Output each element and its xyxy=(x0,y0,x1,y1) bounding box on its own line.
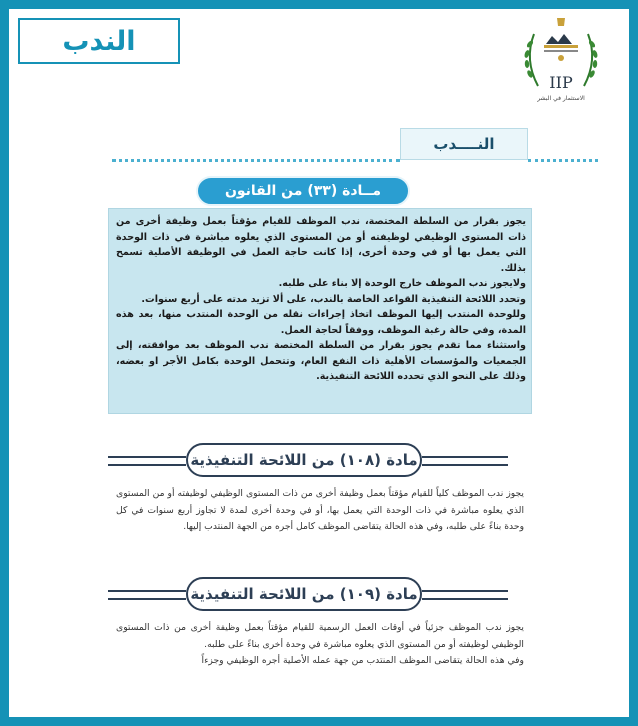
section-heading-box xyxy=(400,128,528,160)
article-109-title: مادة (١٠٩) من اللائحة التنفيذية xyxy=(190,585,418,603)
law-article-title-box xyxy=(196,176,410,206)
svg-text:IIP: IIP xyxy=(549,73,573,92)
article-109-paragraph: يجوز ندب الموظف جزئياً في أوقات العمل الرسمية للقيام مؤقتاً بعمل وظيفة أخرى من ذات المستوى الوظيفي لوظيفته أو من المستوى الذي يعلوه مباشرة في وحدة أخرى بناءً على طلبه. xyxy=(116,622,524,650)
section-heading: النــــدب xyxy=(433,135,495,153)
article-108-title-box xyxy=(186,443,422,477)
article-109-rule-left xyxy=(108,590,186,600)
article-108-body xyxy=(116,486,524,558)
law-paragraph: يجوز بقرار من السلطة المختصة، ندب الموظف للقيام مؤقتاً بعمل وظيفة أخرى من ذات المستوى الوظيفي لوظيفته أو من المستوى الذي يعلوه مباشرة في ذات الوحدة التي يعمل بها أو في وحدة أخرى، إذا كانت حاجة العمل في الوظيفة الأصلية تسمح بذلك. xyxy=(116,216,526,274)
law-article-title: مــادة (٣٣) من القانون xyxy=(224,183,382,199)
section-divider xyxy=(112,132,400,162)
law-paragraph: واستثناء مما تقدم يجوز بقرار من السلطة المختصة ندب الموظف بعد موافقته، إلى الجمعيات والمؤسسات الأهلية ذات النفع العام، وتتحمل الوحدة بكامل الأجر او بعضه، وذلك على النحو الذي تحدده اللائحة التنفيذية. xyxy=(116,340,526,382)
svg-text:الاستثمار في البشر: الاستثمار في البشر xyxy=(537,95,585,102)
article-109-paragraph: وفي هذه الحالة يتقاضى الموظف المنتدب من جهة عمله الأصلية أجره الوظيفي وجزءاً xyxy=(201,655,524,666)
article-109-title-box xyxy=(186,577,422,611)
logo-emblem-icon xyxy=(520,14,602,106)
page-title-box xyxy=(18,18,180,64)
article-108-rule-right xyxy=(422,456,508,466)
article-108-paragraph: يجوز ندب الموظف كلياً للقيام مؤقتاً بعمل وظيفة أخرى من ذات المستوى الوظيفي لوظيفته أو من المستوى الذي يعلوه مباشرة في ذات الوحدة التي يعمل بها، أو في وحدة أخرى لمدة لا تجاوز أربع سنوات في كل وحدة بناءً على طلبه، وفي هذه الحالة يتقاضى الموظف كامل أجره من الجهة المنتدب إليها. xyxy=(116,488,524,532)
article-108-rule-left xyxy=(108,456,186,466)
article-109-body xyxy=(116,620,524,692)
law-paragraph: وتحدد اللائحة التنفيذية القواعد الخاصة بالندب، على ألا تزيد مدته على أربع سنوات. xyxy=(141,293,526,305)
section-divider-right xyxy=(528,132,598,162)
article-109-rule-right xyxy=(422,590,508,600)
law-paragraph: ولايجوز ندب الموظف خارج الوحدة إلا بناء على طلبه. xyxy=(278,278,526,289)
law-article-body xyxy=(116,214,526,410)
page-title: الندب xyxy=(62,25,136,57)
law-paragraph: وللوحدة المنتدب إليها الموظف اتخاذ إجراءات نقله من الوحدة المنتدب منها، بعد هذه المدة، وفي حالة رغبة الموظف، ووفقاً لحاجة العمل. xyxy=(116,309,526,336)
article-108-title: مادة (١٠٨) من اللائحة التنفيذية xyxy=(190,451,418,469)
